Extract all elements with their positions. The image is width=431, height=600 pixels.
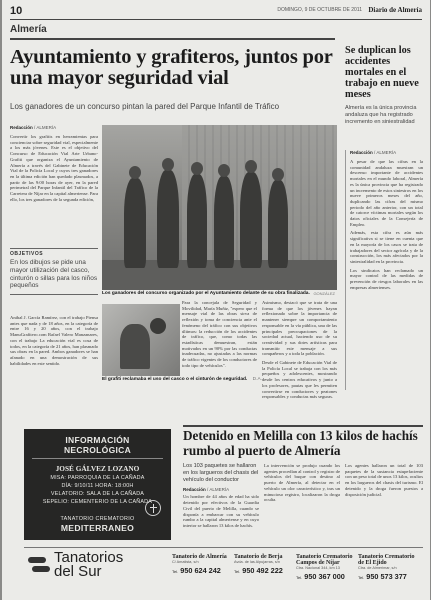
tanatorio-title: Tanatorio de Berja <box>234 554 283 560</box>
photo2-caption-text: El grafiti reclamaba el uso del casco o el cinturón de seguridad. <box>102 377 248 382</box>
page-number: 10 <box>10 5 23 17</box>
tanatorio-ad <box>234 554 296 575</box>
cross-icon <box>145 500 161 516</box>
tanatorio-ad <box>358 554 420 581</box>
hashish-paragraph-3: Los agentes hallaron un total de 103 paquetes de la sustancia estupefaciente con un peso total de unos 13 kilos, ocultos en los largueros del chasis del turismo. El detenido y la droga fueron puestos a disposición judicial. <box>345 463 423 497</box>
main-article-column-1 <box>10 125 98 202</box>
sidebar-byline-place: ALMERÍA <box>376 150 397 155</box>
necrology-line: MISA: PARROQUIA DE LA CAÑADA <box>50 475 145 481</box>
hashish-byline-label: Redacción <box>183 487 206 493</box>
tanatorio-address: Ctra. Nacional 344, km 13 <box>296 566 340 570</box>
photo2-credit: D.A. <box>252 377 262 382</box>
tanatorio-tel: 950 492 222 <box>242 566 283 575</box>
tanatorio-ad <box>172 554 234 575</box>
necrology-line: VELATORIO: SALA DE LA CAÑADA <box>50 491 145 497</box>
main-byline: Redacción / ALMERÍA <box>10 125 57 130</box>
photo1-credit: GONZÁLEZ <box>313 291 335 296</box>
person-figure <box>240 172 262 268</box>
person-figure <box>157 170 179 268</box>
objetivos-box <box>10 248 98 295</box>
tanatorio-address: C/ Amatista, s/n <box>172 560 199 564</box>
necrology-title: INFORMACIÓN NECROLÓGICA <box>32 435 163 459</box>
main-byline-label: Redacción <box>10 125 33 130</box>
main-paragraph-5: Desde el Gabinete de Educación Vial de la Policía Local se trabaja con los más pequeños y adolescentes, mostrando desde los centros educativos y junto a los profesores, pautas que les permiten convertirse en conductores y peatones responsables y conductas más seguras. <box>262 360 337 400</box>
painter-figure <box>120 324 150 369</box>
tanatorio-ad <box>296 554 358 581</box>
sidebar-paragraph-2: Además, esta cifra es aún más significativa si se tiene en cuenta que en la mayoría de los casos se trata de trabajadores del sector agrícola y de la construcción, los más afectados por la siniestralidad en la provincia. <box>350 230 423 264</box>
tanatorio-tel: 950 367 000 <box>304 572 345 581</box>
sidebar-subhead: Almería es la única provincia andaluza que ha registrado incremento en siniestralidad <box>345 105 417 125</box>
person-figure <box>268 180 288 268</box>
funeral-ads-banner <box>24 547 423 591</box>
header-rule <box>10 19 422 20</box>
hashish-paragraph-2: La intervención se produjo cuando los agentes procedían al control y registro de vehículos del buque con destino al puerto de Almería, al detectar en el vehículo un olor característico y, tras un minucioso registro, localizaron la droga oculta. <box>264 463 340 503</box>
painter-head <box>150 318 166 334</box>
photo1-caption <box>102 291 337 296</box>
dateline: DOMINGO, 9 DE OCTUBRE DE 2011 <box>277 7 362 13</box>
tanatorio-address: Avda. de las Alpujarras, s/n <box>234 560 280 564</box>
main-article-column-4 <box>262 300 337 400</box>
sidebar-article-body <box>345 150 423 390</box>
tanatorio-title: Tanatorio Crematorio de El Ejido <box>358 554 415 566</box>
ads-brand-top: Tanatorios <box>54 549 124 566</box>
newspaper-name: Diario de Almería <box>368 6 422 14</box>
main-paragraph-4: Asimismo, destacó que se trata de una forma de que los jóvenes hayan reflexionado sobre la importancia de mantener siempre un comportamiento responsable en la vía pública, una de las principales preocupaciones de la sociedad actual, haciendo uso de su creatividad y sus dotes artísticas para transmitir este mensaje a sus compañeros y a toda la población. <box>262 300 337 357</box>
hashish-paragraph-1: Un hombre de 44 años de edad ha sido detenido por efectivos de la Guardia Civil del puerto de Melilla, cuando se disponía a embarcar con su vehículo rumbo a la capital almeriense y en cuyo interior se hallaron 13 kilos de hachís. <box>183 494 259 528</box>
main-paragraph-2: Anibal J. García Ramírez, con el trabajo Piensa antes que nada y de 18 años, en la categoría de entre 16 y 20 años, con el trabajo ManuGrafitero.com Rafael Valero Manzanares, con el trabajo La educación vial es cosa de todos, en la categoría de 21 años, han plasmado sus obras en la pared. Ambos ganadores se han afanado en una demostración de sus habilidades en este sentido. <box>10 315 98 366</box>
page-header <box>10 5 422 19</box>
sidebar-article-head <box>345 45 423 125</box>
necrology-notice <box>24 429 171 540</box>
sidebar-paragraph-3: Los sindicatos han reclamado un mayor control de las medidas de prevención de riesgos laborales en las empresas almerienses. <box>350 267 423 290</box>
objetivos-text: En los dibujos se pide una mayor utilización del casco, cinturón o sillas para los niños pequeños <box>10 259 98 295</box>
photo1-caption-text: Los ganadores del concurso organizado por el Ayuntamiento delante de su obra finalizada. <box>102 291 310 296</box>
necrology-footer-small: TANATORIO CREMATORIO <box>60 516 135 522</box>
tanatorio-tel-prefix: Tel. <box>234 569 241 574</box>
main-article-column-3 <box>182 300 257 368</box>
hashish-column-1 <box>183 463 259 529</box>
sidebar-byline: Redacción / ALMERÍA <box>350 150 397 155</box>
tanatorios-logo-icon <box>28 554 50 576</box>
main-paragraph-3: Para la concejala de Seguridad y Movilidad, María Muñiz, "espero que el mensaje vial de las obras sirva de reflexión y toma de conciencia ante el fenómeno del tráfico con sus objetivos últimos: la reducción de los accidentes de tráfico, que, como todas las estadísticas demuestran, están motivados en un 90% por las conductas inadecuadas, no ajustadas a las normas de tráfico vigentes de los conductores de todo tipo de vehículos". <box>182 300 257 368</box>
tanatorio-tel: 950 573 377 <box>366 572 407 581</box>
main-article-column-1b <box>10 315 98 366</box>
sidebar-paragraph-1: A pesar de que las cifras en la comunidad andaluza muestran un descenso importante de accidentes mortales en el mundo laboral, Almería es la única provincia que ha registrado un incremento de estos siniestros en los nueve primeros meses del año, duplicando las cifras del mismo periodo del año anterior, con un total de catorce víctimas mortales según los datos oficiales de la Consejería de Empleo. <box>350 159 423 227</box>
main-paragraph-1: Convertir los grafitis en herramientas para concienciar sobre seguridad vial, especialmente a los más jóvenes. Este es el objetivo del Concurso de Educación Vial Arte Urbano-Grafiti que organiza el Ayuntamiento de Almería a través del Gabinete de Educación Vial de la Policía Local y cuyos tres ganadores en la última edición han quedado plasmados, a partir de las 9:00 horas de ayer, en la pared perimetral del Parque Infantil del Tráfico de la Carretera de Níjar en la capital almeriense. Para ello, los tres ganadores de la segunda edición, <box>10 134 98 202</box>
necrology-line: SEPELIO: CEMENTERIO DE LA CAÑADA <box>42 499 153 505</box>
graffiti-group-photo <box>102 125 337 290</box>
ads-brand <box>54 551 123 579</box>
hashish-headline: Detenido en Melilla con 13 kilos de hachís rumbo al puerto de Almería <box>183 428 418 458</box>
section-rule <box>10 38 335 40</box>
photo2-caption <box>102 377 337 382</box>
necrology-name: JOSÉ GÁLVEZ LOZANO <box>55 464 140 473</box>
hashish-byline-place: ALMERÍA <box>209 487 230 493</box>
necrology-line: DÍA: 9/10/11 HORA: 18:00H <box>61 483 134 489</box>
hashish-column-3 <box>345 463 423 497</box>
person-figure <box>187 174 207 268</box>
person-figure <box>214 176 234 268</box>
hashish-rule <box>183 425 423 427</box>
necrology-footer <box>24 516 171 533</box>
objetivos-label: OBJETIVOS <box>10 248 98 257</box>
hashish-lead: Los 103 paquetes se hallaron en los largueros del chasis del vehículo del conductor <box>183 463 259 483</box>
section-title: Almería <box>10 24 47 35</box>
hashish-byline: Redacción / ALMERÍA <box>183 487 230 493</box>
tanatorio-tel-prefix: Tel. <box>172 569 179 574</box>
tanatorio-tel: 950 624 242 <box>180 566 221 575</box>
newspaper-page <box>2 0 430 600</box>
sidebar-byline-label: Redacción <box>350 150 373 155</box>
main-byline-place: ALMERÍA <box>36 125 57 130</box>
main-subhead: Los ganadores de un concurso pintan la pared del Parque Infantil de Tráfico <box>10 102 280 111</box>
ads-brand-bottom: del Sur <box>54 563 102 580</box>
graffiti-painter-photo <box>102 304 180 376</box>
sidebar-headline: Se duplican los accidentes mortales en el trabajo en nueve meses <box>345 45 419 100</box>
tanatorio-title: Tanatorio Crematorio Campos de Níjar <box>296 554 353 566</box>
tanatorio-address: Ctra. de Almerimar, s/n <box>358 566 397 570</box>
tanatorio-title: Tanatorio de Almería <box>172 554 227 560</box>
person-figure <box>124 178 146 268</box>
tanatorio-tel-prefix: Tel. <box>296 575 303 580</box>
hashish-column-2 <box>264 463 340 503</box>
necrology-footer-big: MEDITERRANEO <box>60 523 135 533</box>
main-headline: Ayuntamiento y grafiteros, juntos por una mayor seguridad vial <box>10 46 333 89</box>
tanatorio-tel-prefix: Tel. <box>358 575 365 580</box>
